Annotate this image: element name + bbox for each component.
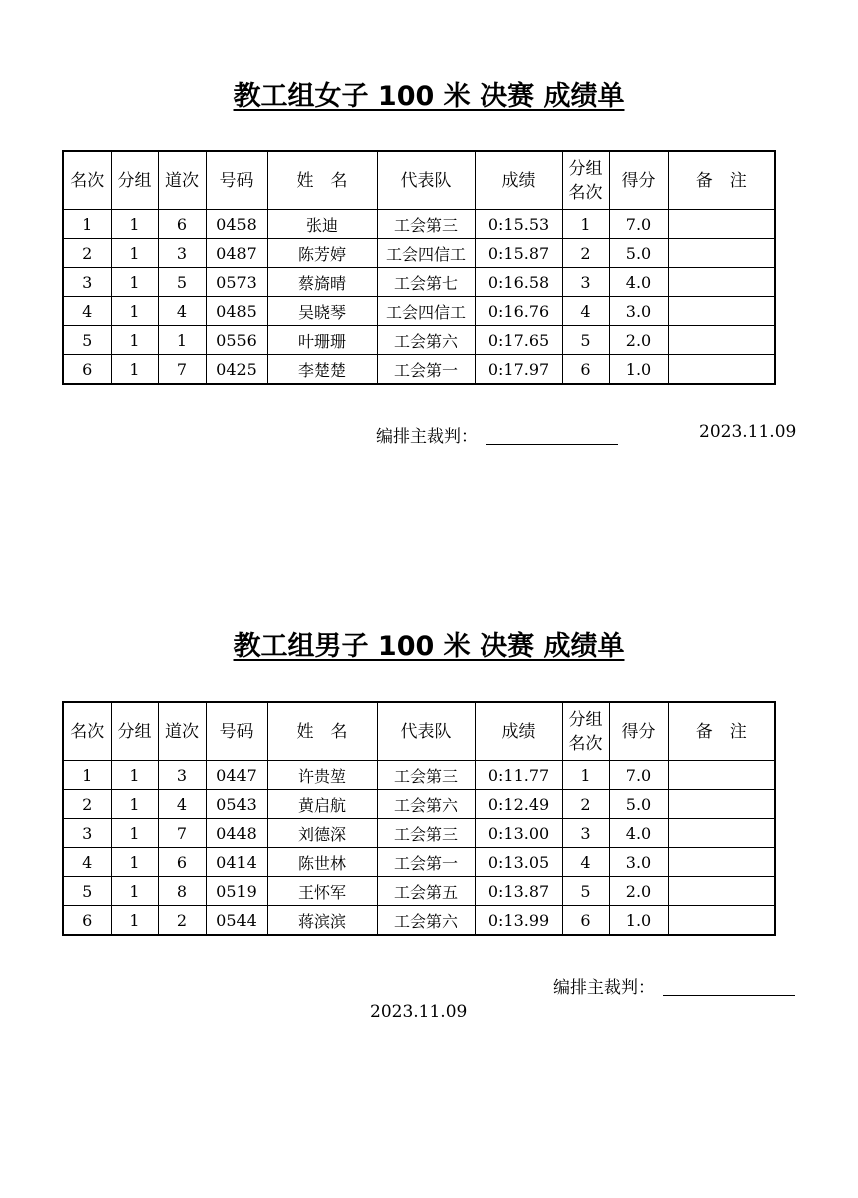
cell-result: 0:17.97	[475, 355, 562, 385]
cell-points: 2.0	[609, 326, 668, 355]
cell-result: 0:11.77	[475, 761, 562, 790]
cell-number: 0425	[206, 355, 267, 385]
cell-points: 5.0	[609, 790, 668, 819]
cell-group-rank: 2	[562, 790, 609, 819]
cell-rank: 1	[63, 761, 111, 790]
cell-lane: 4	[158, 297, 206, 326]
cell-points: 1.0	[609, 355, 668, 385]
cell-rank: 2	[63, 790, 111, 819]
header-number: 号码	[206, 702, 267, 761]
cell-team: 工会第三	[377, 819, 475, 848]
header-points: 得分	[609, 702, 668, 761]
cell-team: 工会第一	[377, 848, 475, 877]
table-body	[63, 761, 775, 936]
table-row	[63, 326, 775, 355]
header-result: 成绩	[475, 702, 562, 761]
table-row	[63, 790, 775, 819]
table-row	[63, 355, 775, 385]
cell-points: 7.0	[609, 761, 668, 790]
cell-remarks	[668, 848, 775, 877]
cell-number: 0485	[206, 297, 267, 326]
cell-group-rank: 2	[562, 239, 609, 268]
cell-number: 0573	[206, 268, 267, 297]
cell-lane: 7	[158, 819, 206, 848]
cell-number: 0544	[206, 906, 267, 936]
cell-group: 1	[111, 790, 158, 819]
cell-points: 1.0	[609, 906, 668, 936]
cell-group: 1	[111, 326, 158, 355]
header-number: 号码	[206, 151, 267, 210]
header-rank: 名次	[63, 702, 111, 761]
table-row	[63, 877, 775, 906]
cell-result: 0:15.53	[475, 210, 562, 239]
cell-name: 蒋滨滨	[267, 906, 377, 936]
header-group-rank: 分组名次	[562, 702, 609, 761]
cell-team: 工会第一	[377, 355, 475, 385]
cell-number: 0447	[206, 761, 267, 790]
cell-group-rank: 6	[562, 355, 609, 385]
cell-remarks	[668, 326, 775, 355]
cell-name: 刘德深	[267, 819, 377, 848]
cell-team: 工会第七	[377, 268, 475, 297]
cell-lane: 8	[158, 877, 206, 906]
cell-rank: 6	[63, 906, 111, 936]
cell-remarks	[668, 239, 775, 268]
cell-remarks	[668, 819, 775, 848]
sheet-1-results-table	[62, 150, 776, 385]
sheet-2-referee	[553, 973, 795, 998]
header-name: 姓 名	[267, 702, 377, 761]
signature-line	[663, 994, 795, 996]
cell-lane: 3	[158, 761, 206, 790]
cell-rank: 3	[63, 268, 111, 297]
cell-group-rank: 4	[562, 848, 609, 877]
cell-team: 工会第三	[377, 761, 475, 790]
cell-rank: 1	[63, 210, 111, 239]
cell-group-rank: 5	[562, 326, 609, 355]
sheet-1-referee	[376, 422, 618, 447]
cell-remarks	[668, 268, 775, 297]
cell-result: 0:13.99	[475, 906, 562, 936]
cell-rank: 4	[63, 297, 111, 326]
sheet-2-title: 教工组男子 100 米 决赛 成绩单	[233, 631, 625, 662]
cell-group-rank: 6	[562, 906, 609, 936]
table-row	[63, 906, 775, 936]
cell-result: 0:13.05	[475, 848, 562, 877]
cell-result: 0:12.49	[475, 790, 562, 819]
table-row	[63, 761, 775, 790]
cell-name: 叶珊珊	[267, 326, 377, 355]
cell-name: 吴晓琴	[267, 297, 377, 326]
cell-name: 张迪	[267, 210, 377, 239]
cell-team: 工会四信工	[377, 239, 475, 268]
cell-team: 工会第六	[377, 790, 475, 819]
cell-number: 0414	[206, 848, 267, 877]
cell-rank: 2	[63, 239, 111, 268]
cell-result: 0:15.87	[475, 239, 562, 268]
cell-points: 2.0	[609, 877, 668, 906]
header-rank: 名次	[63, 151, 111, 210]
cell-group: 1	[111, 268, 158, 297]
header-lane: 道次	[158, 151, 206, 210]
table-row	[63, 297, 775, 326]
cell-group-rank: 1	[562, 761, 609, 790]
cell-team: 工会第三	[377, 210, 475, 239]
cell-result: 0:17.65	[475, 326, 562, 355]
cell-rank: 3	[63, 819, 111, 848]
cell-group: 1	[111, 239, 158, 268]
cell-remarks	[668, 355, 775, 385]
cell-team: 工会第五	[377, 877, 475, 906]
cell-points: 7.0	[609, 210, 668, 239]
cell-name: 王怀军	[267, 877, 377, 906]
cell-group: 1	[111, 877, 158, 906]
cell-name: 陈世林	[267, 848, 377, 877]
signature-line	[486, 443, 618, 445]
cell-team: 工会第六	[377, 326, 475, 355]
table-row	[63, 819, 775, 848]
cell-remarks	[668, 761, 775, 790]
cell-group: 1	[111, 210, 158, 239]
table-body	[63, 210, 775, 385]
cell-group: 1	[111, 819, 158, 848]
header-points: 得分	[609, 151, 668, 210]
cell-group: 1	[111, 906, 158, 936]
cell-points: 5.0	[609, 239, 668, 268]
cell-group: 1	[111, 355, 158, 385]
cell-lane: 2	[158, 906, 206, 936]
cell-points: 3.0	[609, 297, 668, 326]
cell-rank: 4	[63, 848, 111, 877]
cell-rank: 5	[63, 326, 111, 355]
header-remarks: 备 注	[668, 151, 775, 210]
cell-group-rank: 5	[562, 877, 609, 906]
cell-name: 许贵堃	[267, 761, 377, 790]
cell-group-rank: 3	[562, 819, 609, 848]
cell-number: 0458	[206, 210, 267, 239]
cell-group: 1	[111, 848, 158, 877]
cell-group: 1	[111, 297, 158, 326]
cell-number: 0448	[206, 819, 267, 848]
cell-lane: 3	[158, 239, 206, 268]
header-group-rank: 分组名次	[562, 151, 609, 210]
cell-lane: 6	[158, 848, 206, 877]
sheet-2-results-table	[62, 701, 776, 936]
cell-lane: 4	[158, 790, 206, 819]
cell-result: 0:13.00	[475, 819, 562, 848]
header-remarks: 备 注	[668, 702, 775, 761]
cell-name: 黄启航	[267, 790, 377, 819]
header-team: 代表队	[377, 702, 475, 761]
cell-rank: 5	[63, 877, 111, 906]
table-row	[63, 239, 775, 268]
header-group: 分组	[111, 702, 158, 761]
cell-name: 李楚楚	[267, 355, 377, 385]
table-header-row	[63, 702, 775, 761]
cell-rank: 6	[63, 355, 111, 385]
cell-lane: 7	[158, 355, 206, 385]
cell-number: 0543	[206, 790, 267, 819]
cell-number: 0487	[206, 239, 267, 268]
cell-remarks	[668, 906, 775, 936]
table-row	[63, 848, 775, 877]
cell-group: 1	[111, 761, 158, 790]
sheet-1-date: 2023.11.09	[699, 422, 797, 442]
cell-result: 0:16.58	[475, 268, 562, 297]
cell-remarks	[668, 297, 775, 326]
header-name: 姓 名	[267, 151, 377, 210]
cell-name: 陈芳婷	[267, 239, 377, 268]
cell-remarks	[668, 790, 775, 819]
cell-group-rank: 1	[562, 210, 609, 239]
cell-remarks	[668, 210, 775, 239]
referee-label: 编排主裁判：	[376, 427, 478, 447]
cell-remarks	[668, 877, 775, 906]
cell-lane: 1	[158, 326, 206, 355]
cell-number: 0519	[206, 877, 267, 906]
cell-result: 0:13.87	[475, 877, 562, 906]
header-result: 成绩	[475, 151, 562, 210]
cell-group-rank: 3	[562, 268, 609, 297]
cell-name: 蔡旖晴	[267, 268, 377, 297]
header-lane: 道次	[158, 702, 206, 761]
cell-team: 工会第六	[377, 906, 475, 936]
sheet-1-title: 教工组女子 100 米 决赛 成绩单	[233, 81, 625, 112]
cell-result: 0:16.76	[475, 297, 562, 326]
table-header-row	[63, 151, 775, 210]
header-group: 分组	[111, 151, 158, 210]
cell-team: 工会四信工	[377, 297, 475, 326]
cell-lane: 5	[158, 268, 206, 297]
header-team: 代表队	[377, 151, 475, 210]
cell-number: 0556	[206, 326, 267, 355]
cell-points: 4.0	[609, 268, 668, 297]
cell-lane: 6	[158, 210, 206, 239]
table-row	[63, 210, 775, 239]
sheet-2-date: 2023.11.09	[370, 1002, 468, 1022]
cell-points: 4.0	[609, 819, 668, 848]
cell-points: 3.0	[609, 848, 668, 877]
table-row	[63, 268, 775, 297]
referee-label: 编排主裁判：	[553, 978, 655, 998]
cell-group-rank: 4	[562, 297, 609, 326]
